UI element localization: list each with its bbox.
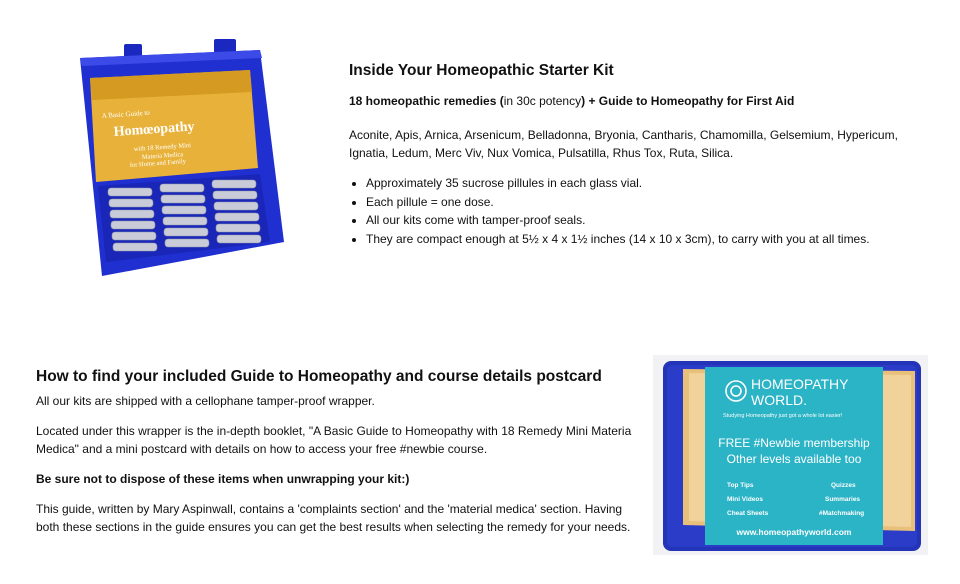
starter-kit-title: Inside Your Homeopathic Starter Kit — [349, 62, 614, 79]
starter-kit-section — [349, 60, 929, 248]
starter-kit-subtitle — [349, 92, 929, 110]
subtitle-potency: in 30c potency — [503, 94, 582, 108]
subtitle-part-1: 18 homeopathic remedies ( — [349, 94, 504, 108]
guide-section — [36, 366, 648, 548]
postcard-feature: Mini Videos — [727, 496, 763, 503]
postcard-illustration — [653, 355, 928, 555]
booklet-title: Homœopathy — [113, 119, 195, 140]
guide-paragraph-3: Be sure not to dispose of these items when unwrapping your kit:) — [36, 472, 410, 486]
postcard-feature: #Matchmaking — [819, 510, 865, 517]
booklet-line1: A Basic Guide to — [101, 108, 151, 120]
guide-section-title: How to find your included Guide to Homeopathy and course details postcard — [36, 368, 602, 385]
postcard-feature: Quizzes — [831, 482, 856, 489]
remedies-list: Aconite, Apis, Arnica, Arsenicum, Belladonna, Bryonia, Cantharis, Chamomilla, Gelsemium, Hypericum, Ignatia, Ledum, Merc Viv, Nux Vomica, Pulsatilla, Rhus Tox, Ruta, Silica. — [349, 128, 898, 160]
subtitle-part-2: ) + Guide to Homeopathy for First Aid — [581, 94, 795, 108]
postcard-offer-line1: FREE #Newbie membership — [718, 436, 870, 450]
booklet-line5: for Home and Family — [129, 158, 187, 169]
postcard-url: www.homeopathyworld.com — [736, 527, 852, 537]
postcard-brand-line1: HOMEOPATHY — [751, 376, 849, 392]
postcard-offer-line2: Other levels available too — [726, 452, 862, 466]
kit-feature-item: • Each pillule = one dose. — [366, 193, 929, 212]
guide-paragraph-4: This guide, written by Mary Aspinwall, contains a 'complaints section' and the 'material medica' section. Having both these sections in the guide ensures you can get the best results when selecting the remedy for your needs. — [36, 502, 631, 534]
kit-illustration — [72, 36, 290, 288]
guide-paragraph-1: All our kits are shipped with a cellophane tamper-proof wrapper. — [36, 394, 375, 408]
guide-paragraph-2: Located under this wrapper is the in-depth booklet, "A Basic Guide to Homeopathy with 18 Remedy Mini Materia Medica" and a mini postcard with details on how to access your free #newbie course. — [36, 424, 632, 456]
kit-feature-item: • They are compact enough at 5½ x 4 x 1½ inches (14 x 10 x 3cm), to carry with you at all times. — [366, 230, 929, 249]
postcard-feature: Top Tips — [727, 482, 754, 489]
booklet-line4: Materia Medica — [141, 151, 184, 161]
postcard-tagline: Studying Homeopathy just got a whole lot easier! — [723, 413, 843, 419]
kit-feature-item: • Approximately 35 sucrose pillules in each glass vial. — [366, 174, 929, 193]
postcard-feature: Summaries — [825, 496, 861, 503]
postcard-brand-line2: WORLD. — [751, 392, 807, 408]
kit-features-list — [349, 174, 929, 248]
postcard-feature: Cheat Sheets — [727, 510, 769, 517]
kit-product-image — [72, 36, 290, 288]
postcard-product-image — [653, 355, 928, 555]
kit-feature-item: • All our kits come with tamper-proof seals. — [366, 211, 929, 230]
booklet-line3: with 18 Remedy Mini — [133, 142, 192, 153]
